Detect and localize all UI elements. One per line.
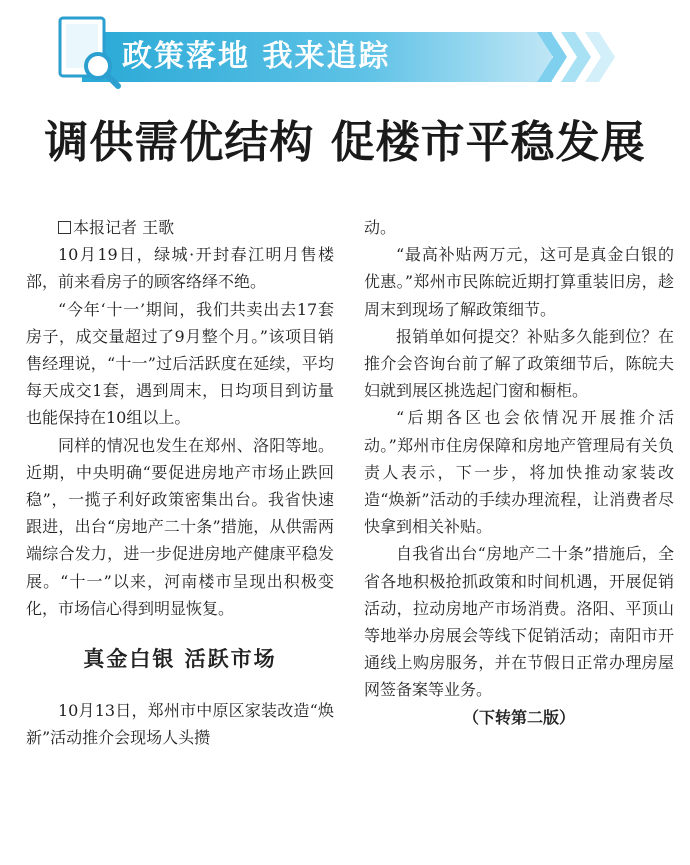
- right-column: [364, 214, 674, 731]
- paragraph: “后期各区也会依情况开展推介活动。”郑州市住房保障和房地产管理局有关负责人表示，下一步，将加快推动家装改造“焕新”活动的手续办理流程，让消费者尽快拿到相关补贴。: [364, 408, 674, 537]
- left-column: [26, 214, 334, 752]
- paragraph: 10月13日，郑州市中原区家装改造“焕新”活动推介会现场人头攒: [26, 701, 334, 748]
- paragraph: 10月19日，绿城·开封春江明月售楼部，前来看房子的顾客络绎不绝。: [26, 245, 334, 292]
- article-headline: 调供需优结构 促楼市平稳发展: [44, 117, 646, 168]
- paragraph-continued: 动。: [364, 218, 397, 237]
- byline: [26, 214, 334, 241]
- section-banner: [52, 14, 612, 90]
- banner-title: 政策落地 我来追踪: [122, 39, 391, 74]
- paragraph: 自我省出台“房地产二十条”措施后，全省各地积极抢抓政策和时间机遇，开展促销活动，拉动房地产市场消费。洛阳、平顶山等地举办房展会等线下促销活动；南阳市开通线上购房服务，并在节假日正常办理房屋网签备案等业务。: [364, 544, 674, 700]
- paragraph: “今年‘十一’期间，我们共卖出去17套房子，成交量超过了9月整个月。”该项目销售经理说，“十一”过后活跃度在延续，平均每天成交1套，遇到周末，日均项目到访量也能保持在10组以上。: [26, 299, 334, 428]
- section-subheading: 真金白银 活跃市场: [83, 647, 277, 672]
- banner-arrows-icon: [537, 32, 617, 82]
- continue-note: （下转第二版）: [462, 707, 575, 727]
- paragraph: 同样的情况也发生在郑州、洛阳等地。近期，中央明确“要促进房地产市场止跌回稳”，一揽子利好政策密集出台。我省快速跟进，出台“房地产二十条”措施，从供需两端综合发力，进一步促进房地产健康平稳发展。“十一”以来，河南楼市呈现出积极变化，市场信心得到明显恢复。: [26, 435, 334, 618]
- byline-text: 本报记者 王歌: [73, 218, 175, 237]
- paragraph: 报销单如何提交？补贴多久能到位？在推介会咨询台前了解了政策细节后，陈皖夫妇就到展区挑选起门窗和橱柜。: [364, 326, 674, 401]
- byline-box-icon: [58, 221, 71, 234]
- paragraph: “最高补贴两万元，这可是真金白银的优惠。”郑州市民陈皖近期打算重装旧房，趁周末到现场了解政策细节。: [364, 245, 674, 319]
- document-magnifier-icon: [52, 14, 126, 90]
